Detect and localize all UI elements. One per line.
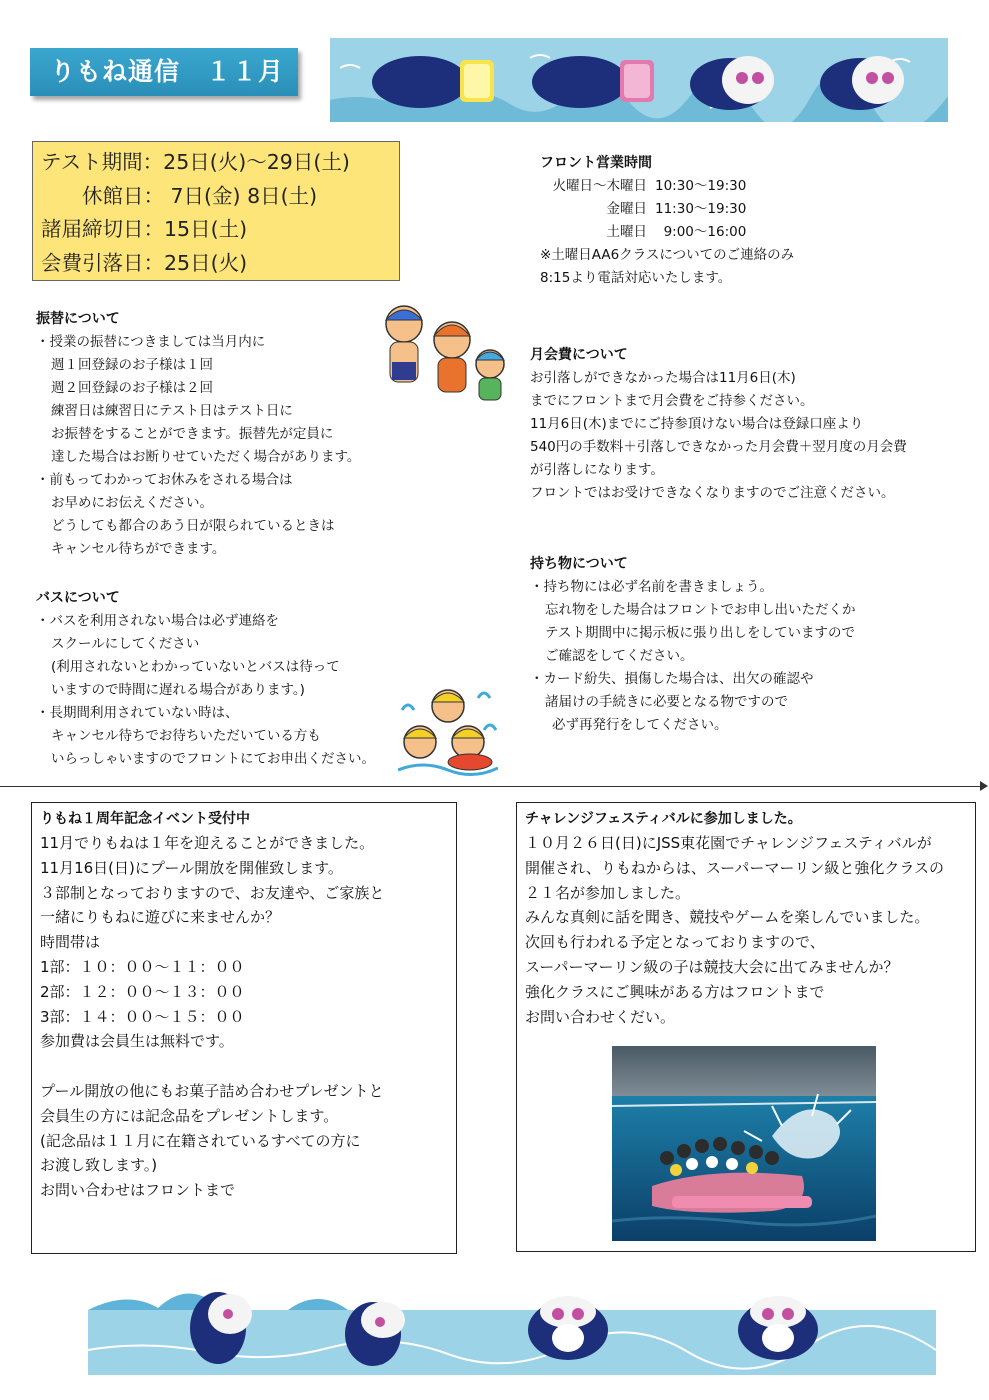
hours-row: 土曜日 9:00〜16:00 [606,224,747,240]
penguin-1-icon [372,56,494,108]
text-line: お問い合わせはフロントまで [40,1181,236,1200]
text-line: プール開放の他にもお菓子詰め合わせプレゼントと [40,1081,384,1100]
text-line: 強化クラスにご興味がある方はフロントまで [525,982,825,1001]
footer-banner-image [88,1280,936,1375]
text-line: 練習日は練習日にテスト日はテスト日に [51,403,293,419]
text-line: ３部制となっておりますので、お友達や、ご家族と [40,883,385,902]
text-line: １０月２６日(日)にJSS東花園でチャレンジフェスティバルが [525,834,932,852]
text-line: 週２回登録のお子様は２回 [51,380,213,396]
text-line: 必ず再発行をしてください。 [552,717,728,733]
text-line: フロントではお受けできなくなりますのでご注意ください。 [530,485,895,501]
text-line: 週１回登録のお子様は１回 [51,357,213,373]
time-slot: 2部：１２：００〜１３：００ [40,982,245,1001]
anniversary-event-box [31,802,457,1254]
text-line: お早めにお伝えください。 [51,495,213,511]
hours-row: 金曜日 11:30〜19:30 [606,201,747,217]
text-line: 540円の手数料＋引落しできなかった月会費＋翌月度の月会費 [530,439,907,455]
schedule-deadline: 諸届締切日：15日(土) [41,217,248,241]
front-hours-note: 8:15より電話対応いたします。 [540,270,732,286]
text-line: どうしても都合のあう日が限られているときは [51,518,335,534]
text-line: 開催され、りもねからは、スーパーマーリン級と強化クラスの [525,858,944,877]
text-line: ２１名が参加しました。 [525,883,691,902]
text-line: ・長期間利用されていない時は、 [36,705,239,721]
furikae-section [36,308,386,561]
text-line: ・授業の振替につきましては当月内に [36,334,266,350]
section-divider [0,786,985,787]
penguin-3-icon [690,56,774,110]
footer-penguin-3-icon [528,1296,608,1360]
front-hours-note: ※土曜日AA6クラスについてのご連絡のみ [540,247,795,263]
text-line [40,1054,448,1079]
text-line: キャンセル待ちでお待ちいただいている方も [51,728,321,744]
text-line: テスト期間中に掲示板に張り出しをしていますので [545,625,855,641]
divider-arrow-icon [980,781,988,791]
text-line: お問い合わせくだい。 [525,1007,676,1026]
text-line: ・持ち物には必ず名前を書きましょう。 [530,579,773,595]
time-slot: 1部：１０：００〜１１：００ [40,957,245,976]
text-line: (記念品は１１月に在籍されているすべての方に [40,1131,361,1150]
text-line: スクールにしてください [51,636,200,652]
pool-event-photo [612,1046,876,1241]
front-hours-table [540,175,746,244]
text-line: 時間帯は [40,933,101,952]
text-line: 一緒にりもねに遊びに来ませんか？ [40,908,281,927]
footer-penguin-4-icon [738,1296,818,1360]
swimmer-kids-illustration [376,300,512,406]
event-heading: りもね１周年記念イベント受付中 [40,811,250,827]
text-line: 会員生の方には記念品をプレゼントします。 [40,1106,339,1125]
schedule-fee-date: 会費引落日：25日(火) [41,250,248,275]
penguin-4-icon [820,56,904,110]
front-hours-section [540,152,870,290]
text-line: 次回も行われる予定となっておりますので、 [525,933,825,952]
text-line: ご確認をしてください。 [545,648,694,664]
text-line: ・バスを利用されない場合は必ず連絡を [36,613,279,629]
bus-heading: バスについて [36,590,120,606]
text-line: ・カード紛失、損傷した場合は、出欠の確認や [530,671,814,687]
belongings-section [530,553,930,737]
fee-section [530,344,950,505]
text-line: みんな真剣に話を聞き、競技やゲームを楽しんでいました。 [525,908,930,927]
text-line: が引落しになります。 [530,462,664,478]
text-line: お振替をすることができます。振替先が定員に [51,426,334,442]
bus-section [36,587,386,771]
text-line: お渡し致します。) [40,1156,158,1175]
text-line: 忘れ物をした場合はフロントでお申し出いただくか [545,602,856,618]
text-line: キャンセル待ちができます。 [51,541,226,557]
text-line: スーパーマーリン級の子は競技大会に出てみませんか？ [525,957,899,976]
text-line: 11月6日(木)までにご持参頂けない場合は登録口座より [530,416,864,432]
text-line: 11月でりもねは１年を迎えることができました。 [40,834,375,852]
fee-heading: 月会費について [530,347,628,363]
text-line: いらっしゃいますのでフロントにてお申出ください。 [51,751,375,767]
text-line: 達した場合はお断りせていただく場合があります。 [51,449,361,465]
splashing-kids-illustration [398,680,498,780]
header-banner-image [330,38,948,122]
page-title: りもね通信 １１月 [30,48,298,96]
schedule-box [32,141,400,281]
furikae-heading: 振替について [36,311,120,327]
schedule-closed-days: 休館日： 7日(金) 8日(土) [41,183,318,208]
text-line: までにフロントまで月会費をご持参ください。 [530,393,814,409]
schedule-test-period: テスト期間：25日(火)〜29日(土) [41,150,350,174]
text-line: お引落しができなかった場合は11月6日(木) [530,370,796,386]
text-line: いますので時間に遅れる場合があります。) [51,682,305,698]
text-line: 11月16日(日)にプール開放を開催致します。 [40,858,343,877]
time-slot: 3部：１４：００〜１５：００ [40,1007,245,1026]
penguin-2-icon [532,56,654,108]
challenge-heading: チャレンジフェスティバルに参加しました。 [525,811,802,827]
text-line: (利用されないとわかっていないとバスは待って [51,659,340,675]
text-line: 諸届けの手続きに必要となる物ですので [545,694,788,710]
front-hours-heading: フロント営業時間 [540,155,652,171]
text-line: 参加費は会員生は無料です。 [40,1032,234,1051]
hours-row: 火曜日〜木曜日 10:30〜19:30 [552,178,747,194]
text-line: ・前もってわかってお休みをされる場合は [36,472,293,488]
belongings-heading: 持ち物について [530,556,628,572]
